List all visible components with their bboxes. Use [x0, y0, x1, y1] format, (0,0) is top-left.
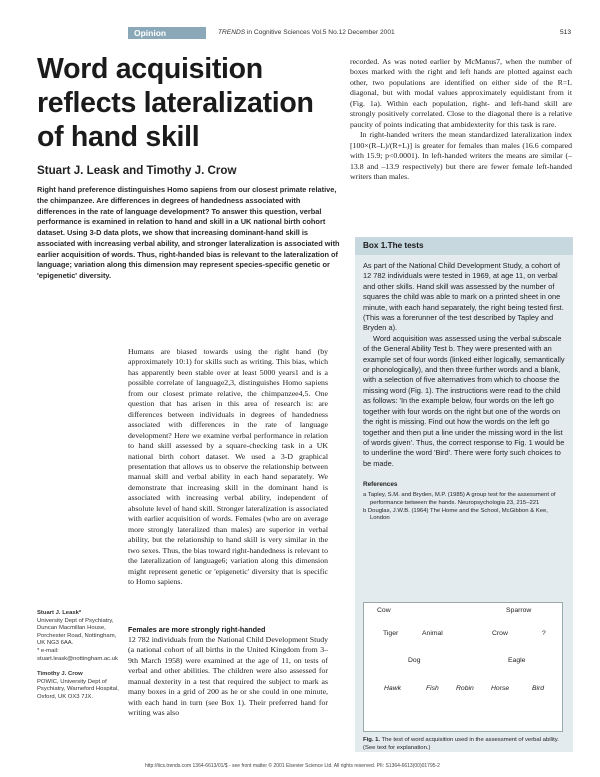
box-title: Box 1.The tests [355, 237, 573, 255]
running-header [128, 27, 571, 39]
fig-word-question: ? [542, 630, 546, 637]
fig-option-hawk: Hawk [384, 685, 401, 692]
fig-word-eagle: Eagle [508, 657, 526, 664]
author-affiliations [37, 610, 122, 710]
fig-option-robin: Robin [456, 685, 474, 692]
article-authors: Stuart J. Leask and Timothy J. Crow [37, 164, 237, 177]
box-body: As part of the National Child Development Study, a cohort of 12 782 individuals were tested in 1969, at age 11, on verbal and other skills. Hand skill was assessed by the number of squares the child was able to mark on a printed sheet in one minute, with each hand separately, the right being tested first. (This was a forerunner of the test described by Tapley and Bryden a). Word acquisition was assessed using the verbal subscale of the General Ability Test b. They were presented with an example set of four words (linked either logically, semantically or phonologically), and then three further words and a blank, with a selection of five alternatives from which to choose the missing word (Fig. 1). The instructions were read to the child as follows: 'In the example below, four words on the left go together with four words on the right but one of the words on the right is missing. Find out how the words on the left go together and then put a line under the missing word in the list of words given'. Thus, the correct response to Fig. 1 would be to underline the word 'Bird'. There were forty such choices to be made. [363, 261, 565, 468]
body-intro: Humans are biased towards using the right hand (by approximately 10:1) for skills such as writing. This bias, which has apparently been stable over at least 5000 years1 and is a possible correlate of language2,3, distinguishes Homo sapiens from our closest primate relative, the chimpanzee4,5. One question that has arisen in this area of research is: are differences between individuals in degrees of handedness associated with differences in the rate of language development? Here we examine verbal performance in relation to hand skill assessed by a square-checking task in a UK national birth cohort dataset. We used a 3-D graphical presentation that allows us to observe the relationship between manual skill and verbal ability in each hand separately. We demonstrate that increasing skill in the dominant hand is associated with increasing verbal ability, independent of absolute level of hand skill. Stronger lateralization is associated with earlier acquisition of words. Females (who are on average more strongly lateralized than males) are superior in verbal ability, but the relationship to hand skill is very similar in the two sexes. Thus, the bias toward right-handedness is relevant to the lateralization of language6; variation along this dimension might represent genetic or 'epigenetic' diversity that is specific to Homo sapiens. [128, 347, 328, 586]
abstract: Right hand preference distinguishes Homo sapiens from our closest primate relative, the chimpanzee. Are differences in degrees of handedness associated with differences in the rate of language development? To answer this question, verbal performance is examined in relation to hand and skill in a UK national birth cohort dataset. Using 3-D data plots, we show that increasing dominant-hand skill is associated with increasing verbal ability, and stronger lateralization is associated with earlier acquisition of words. Thus, right-handed bias is relevant to the lateralization of language; variation along this dimension may represent species-specific genetic or 'epigenetic' diversity. [37, 185, 340, 280]
journal-citation: TRENDS in Cognitive Sciences Vol.5 No.12 December 2001 [218, 29, 395, 36]
right-column-text: recorded. As was noted earlier by McManus7, when the number of boxes marked with the right and left hands are plotted against each other, two populations are identified on either side of the R=L diagonal, but with modal values approximately equidistant from it (Fig. 1a). Within each population, right- and left-hand skill are strongly positively correlated. Close to the diagonal there is a relative paucity of points indicating that ambidexterity for this task is rare. In right-handed writers the mean standardized lateralization index [100×(R–L)/(R+L)] is greater for females than males (16.6 compared with 15.9; p<0.0001). In left-handed writers the means are similar (–13.8 and –13.9 respectively) but there are fewer female left-handed writers than males. [350, 57, 572, 181]
body-section: 12 782 individuals from the National Child Development Study (a national cohort of all births in the United Kingdom from 3–9th March 1958) were examined at the age of 11, on tests of verbal and other abilities. The children were also assessed for manual dexterity in a test that required the subject to mark as many boxes in a grid of 200 as he or she could in one minute, with each hand in turn (see Box 1). Their preferred hand for writing was also [128, 635, 328, 718]
box-1-the-tests [355, 237, 573, 752]
reference-a: a Tapley, S.M. and Bryden, M.P. (1985) A group test for the assessment of performance between the hands. Neuropsychologia 23, 215–221 [363, 491, 556, 506]
fig-word-animal: Animal [422, 630, 443, 637]
fig-option-bird: Bird [532, 685, 545, 692]
affiliation-2: Timothy J. Crow POWIC, University Dept of Psychiatry, Warneford Hospital, Oxford, UK OX3 7JX. [37, 671, 119, 700]
page-footer: http://tics.trends.com 1364-6613/01/$ - see front matter © 2001 Elsevier Science Ltd. All rights reserved. PII: S1364-6613(00)01795-2 [145, 763, 440, 769]
fig-word-crow: Crow [492, 630, 508, 637]
affiliation-1: Stuart J. Leask* University Dept of Psychiatry, Duncan Macmillan House, Porchester Road, Nottingham, UK NG3 6AA. * e-mail: stuart.leask@nottingham.ac.uk [37, 610, 118, 662]
page-number: 513 [559, 29, 571, 36]
fig-option-fish: Fish [426, 685, 439, 692]
fig-word-dog: Dog [408, 657, 421, 664]
fig-word-sparrow: Sparrow [506, 607, 532, 614]
author-email: * e-mail: stuart.leask@nottingham.ac.uk [37, 647, 118, 662]
section-heading: Females are more strongly right-handed [128, 625, 266, 634]
section-tag: Opinion [128, 27, 206, 39]
fig-word-cow: Cow [377, 607, 391, 614]
fig-option-horse: Horse [491, 685, 510, 692]
box-references: References a Tapley, S.M. and Bryden, M.P. (1985) A group test for the assessment of performance between the hands. Neuropsychologia 23, 215–221 b Douglas, J.W.B. (1964) The Home and the School, McGibbon & Kee, London [355, 469, 573, 523]
fig-word-tiger: Tiger [383, 630, 399, 637]
article-title: Word acquisition reflects lateralization of hand skill [37, 53, 314, 153]
reference-b: b Douglas, J.W.B. (1964) The Home and the School, McGibbon & Kee, London [363, 507, 548, 522]
figure-caption: Fig. 1. The test of word acquisition used in the assessment of verbal ability. (See text for explanation.) [363, 737, 559, 751]
figure-1-word-test [363, 602, 563, 732]
